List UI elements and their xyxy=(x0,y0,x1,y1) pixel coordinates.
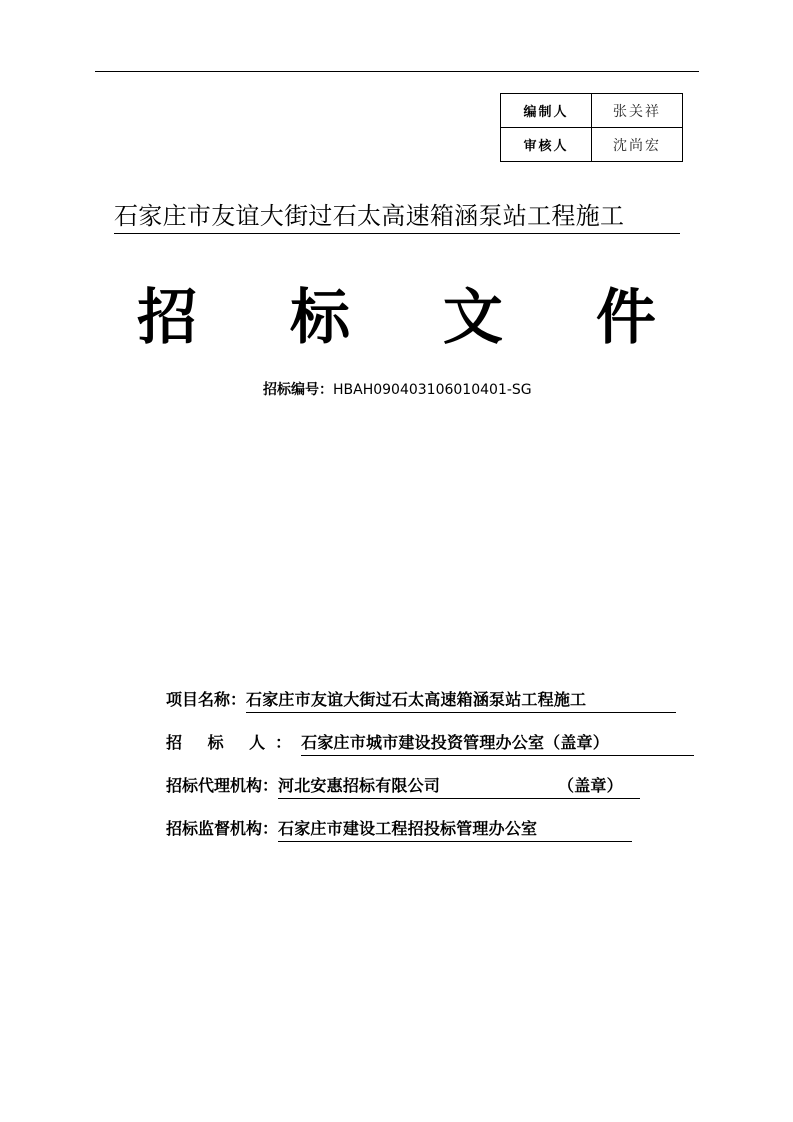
agency-row xyxy=(166,774,640,800)
document-title: 招 标 文 件 xyxy=(137,283,692,353)
supervisor-row xyxy=(166,817,632,843)
project-name-label: 项目名称： xyxy=(166,690,247,709)
tender-number-value: HBAH090403106010401-SG xyxy=(333,382,532,398)
supervisor-value: 石家庄市建设工程招投标管理办公室 xyxy=(278,817,632,842)
tender-number xyxy=(263,380,532,400)
table-row xyxy=(501,94,683,128)
reviewer-name: 沈尚宏 xyxy=(592,128,683,162)
supervisor-label: 招标监督机构： xyxy=(166,819,279,838)
agency-seal-note: （盖章） xyxy=(558,776,623,795)
tenderer-value: 石家庄市城市建设投资管理办公室（盖章） xyxy=(301,731,694,756)
tender-number-label: 招标编号： xyxy=(263,382,333,398)
header-rule xyxy=(95,71,699,72)
compiler-label: 编制人 xyxy=(501,94,592,128)
project-title: 石家庄市友谊大街过石太高速箱涵泵站工程施工 xyxy=(114,200,680,234)
agency-label: 招标代理机构： xyxy=(166,776,279,795)
compiler-name: 张关祥 xyxy=(592,94,683,128)
agency-value: 河北安惠招标有限公司 xyxy=(278,776,441,795)
reviewer-label: 审核人 xyxy=(501,128,592,162)
project-name-value: 石家庄市友谊大街过石太高速箱涵泵站工程施工 xyxy=(246,688,676,713)
table-row xyxy=(501,128,683,162)
signoff-table xyxy=(500,93,683,162)
tenderer-label: 招 标 人： xyxy=(166,733,302,752)
project-name-row xyxy=(166,688,676,714)
agency-value-line xyxy=(278,774,640,799)
tenderer-row xyxy=(166,731,694,757)
